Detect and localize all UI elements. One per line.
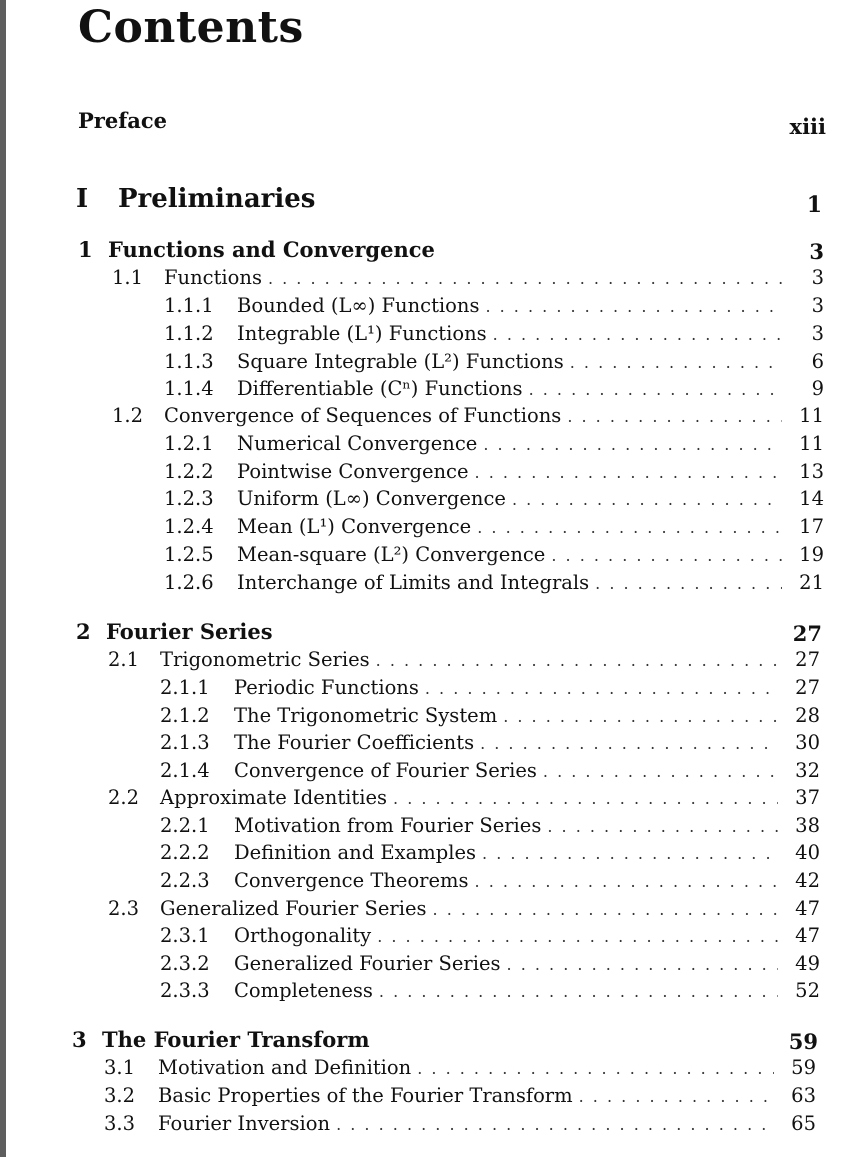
leader-dots: [425, 679, 778, 698]
subsection-title: Motivation from Fourier Series: [234, 814, 542, 837]
section-page: 59: [791, 1056, 816, 1079]
subsection-page: 30: [795, 731, 820, 754]
subsection-number: 1.2.5: [164, 543, 214, 566]
subsection-number: 2.1.1: [160, 676, 210, 699]
chapter-page: 27: [792, 621, 822, 646]
subsection-page: 52: [795, 979, 820, 1002]
subsection-number: 2.2.2: [160, 841, 210, 864]
toc-part[interactable]: [76, 184, 822, 218]
section-page: 11: [799, 404, 824, 427]
subsection-number: 2.3.2: [160, 952, 210, 975]
subsection-page: 42: [795, 869, 820, 892]
toc-section[interactable]: [112, 404, 824, 432]
toc-subsection[interactable]: [164, 377, 824, 405]
subsection-number: 1.1.4: [164, 377, 214, 400]
subsection-page: 14: [799, 487, 824, 510]
leader-dots: [543, 762, 778, 781]
toc-chapter[interactable]: [72, 1027, 818, 1052]
subsection-title: Periodic Functions: [234, 676, 419, 699]
subsection-page: 3: [811, 322, 824, 345]
toc-subsection[interactable]: [164, 543, 824, 571]
subsection-page: 13: [799, 460, 824, 483]
section-page: 65: [791, 1112, 816, 1135]
toc-section[interactable]: [112, 266, 824, 294]
leader-dots: [475, 872, 778, 891]
subsection-page: 9: [811, 377, 824, 400]
subsection-title: Square Integrable (L²) Functions: [237, 350, 564, 373]
leader-dots: [483, 435, 782, 454]
part-number: I: [76, 184, 89, 214]
section-title: Generalized Fourier Series: [160, 897, 427, 920]
left-margin-bar: [0, 0, 6, 1157]
toc-subsection[interactable]: [160, 814, 820, 842]
leader-dots: [579, 1087, 774, 1106]
subsection-page: 6: [811, 350, 824, 373]
subsection-title: Definition and Examples: [234, 841, 477, 864]
chapter-title: Fourier Series: [106, 619, 273, 644]
toc-preface[interactable]: [78, 108, 826, 139]
toc-chapter[interactable]: [78, 237, 824, 262]
toc-section[interactable]: [108, 786, 820, 814]
preface-label: Preface: [78, 108, 168, 133]
section-number: 2.3: [108, 897, 140, 920]
subsection-number: 1.2.6: [164, 571, 214, 594]
chapter-number: 1: [78, 237, 93, 262]
subsection-number: 2.2.1: [160, 814, 210, 837]
subsection-page: 17: [799, 515, 824, 538]
section-page: 3: [811, 266, 824, 289]
subsection-number: 2.3.1: [160, 924, 210, 947]
leader-dots: [393, 789, 778, 808]
leader-dots: [376, 651, 778, 670]
toc-subsection[interactable]: [160, 952, 820, 980]
subsection-number: 1.2.4: [164, 515, 214, 538]
subsection-title: The Fourier Coefficients: [234, 731, 475, 754]
leader-dots: [417, 1059, 774, 1078]
section-number: 2.2: [108, 786, 140, 809]
leader-dots: [551, 546, 782, 565]
section-page: 63: [791, 1084, 816, 1107]
toc-chapter[interactable]: [76, 619, 822, 644]
toc-subsection[interactable]: [164, 322, 824, 350]
toc-section[interactable]: [104, 1112, 816, 1140]
leader-dots: [493, 325, 782, 344]
subsection-title: Convergence Theorems: [234, 869, 469, 892]
subsection-number: 2.1.3: [160, 731, 210, 754]
leader-dots: [512, 490, 782, 509]
subsection-page: 11: [799, 432, 824, 455]
toc-subsection[interactable]: [164, 350, 824, 378]
toc-subsection[interactable]: [164, 487, 824, 515]
section-number: 3.1: [104, 1056, 136, 1079]
subsection-title: Differentiable (Cⁿ) Functions: [237, 377, 523, 400]
toc-subsection[interactable]: [160, 676, 820, 704]
leader-dots: [268, 269, 782, 288]
leader-dots: [595, 574, 782, 593]
toc-section[interactable]: [104, 1084, 816, 1112]
subsection-title: Convergence of Fourier Series: [234, 759, 537, 782]
leader-dots: [377, 927, 778, 946]
subsection-title: Pointwise Convergence: [237, 460, 469, 483]
leader-dots: [547, 817, 778, 836]
subsection-title: Generalized Fourier Series: [234, 952, 501, 975]
subsection-number: 1.1.2: [164, 322, 214, 345]
subsection-number: 1.1.1: [164, 294, 214, 317]
toc-subsection[interactable]: [164, 515, 824, 543]
toc-section[interactable]: [108, 897, 820, 925]
section-title: Convergence of Sequences of Functions: [164, 404, 562, 427]
section-number: 2.1: [108, 648, 140, 671]
subsection-page: 28: [795, 704, 820, 727]
chapter-number: 3: [72, 1027, 87, 1052]
subsection-page: 49: [795, 952, 820, 975]
section-number: 3.2: [104, 1084, 136, 1107]
subsection-page: 32: [795, 759, 820, 782]
section-title: Trigonometric Series: [160, 648, 370, 671]
leader-dots: [485, 297, 782, 316]
leader-dots: [477, 518, 782, 537]
section-page: 37: [795, 786, 820, 809]
subsection-page: 47: [795, 924, 820, 947]
leader-dots: [570, 353, 782, 372]
toc-subsection[interactable]: [160, 869, 820, 897]
subsection-number: 2.2.3: [160, 869, 210, 892]
toc-section[interactable]: [104, 1056, 816, 1084]
leader-dots: [475, 463, 782, 482]
section-title: Approximate Identities: [160, 786, 388, 809]
subsection-title: Uniform (L∞) Convergence: [237, 487, 506, 510]
subsection-page: 38: [795, 814, 820, 837]
part-title: Preliminaries: [118, 184, 316, 214]
chapter-page: 59: [788, 1029, 818, 1054]
subsection-number: 2.1.4: [160, 759, 210, 782]
section-title: Fourier Inversion: [158, 1112, 331, 1135]
section-title: Motivation and Definition: [158, 1056, 412, 1079]
part-page: 1: [806, 192, 822, 218]
toc-subsection[interactable]: [160, 841, 820, 869]
leader-dots: [529, 380, 782, 399]
subsection-title: Mean-square (L²) Convergence: [237, 543, 546, 566]
leader-dots: [433, 900, 778, 919]
page-title: Contents: [78, 2, 304, 53]
subsection-page: 27: [795, 676, 820, 699]
leader-dots: [480, 734, 778, 753]
toc-subsection[interactable]: [164, 432, 824, 460]
subsection-title: Orthogonality: [234, 924, 372, 947]
section-number: 1.1: [112, 266, 144, 289]
subsection-title: Completeness: [234, 979, 373, 1002]
preface-page: xiii: [789, 114, 826, 139]
subsection-title: Bounded (L∞) Functions: [237, 294, 480, 317]
leader-dots: [507, 955, 778, 974]
leader-dots: [379, 982, 778, 1001]
section-page: 47: [795, 897, 820, 920]
chapter-title: Functions and Convergence: [108, 237, 435, 262]
subsection-number: 1.2.2: [164, 460, 214, 483]
section-number: 3.3: [104, 1112, 136, 1135]
toc-subsection[interactable]: [160, 924, 820, 952]
subsection-number: 1.2.3: [164, 487, 214, 510]
subsection-number: 2.1.2: [160, 704, 210, 727]
subsection-title: The Trigonometric System: [234, 704, 498, 727]
leader-dots: [482, 844, 778, 863]
subsection-number: 2.3.3: [160, 979, 210, 1002]
subsection-page: 3: [811, 294, 824, 317]
section-title: Basic Properties of the Fourier Transform: [158, 1084, 573, 1107]
leader-dots: [567, 407, 782, 426]
section-page: 27: [795, 648, 820, 671]
chapter-title: The Fourier Transform: [102, 1027, 370, 1052]
toc-subsection[interactable]: [164, 571, 824, 599]
toc-subsection[interactable]: [160, 704, 820, 732]
subsection-title: Mean (L¹) Convergence: [237, 515, 472, 538]
leader-dots: [503, 707, 778, 726]
section-number: 1.2: [112, 404, 144, 427]
subsection-page: 40: [795, 841, 820, 864]
toc-subsection[interactable]: [164, 460, 824, 488]
subsection-page: 21: [799, 571, 824, 594]
toc-subsection[interactable]: [160, 759, 820, 787]
subsection-title: Numerical Convergence: [237, 432, 478, 455]
section-title: Functions: [164, 266, 262, 289]
toc-subsection[interactable]: [160, 731, 820, 759]
subsection-number: 1.2.1: [164, 432, 214, 455]
subsection-title: Integrable (L¹) Functions: [237, 322, 487, 345]
toc-section[interactable]: [108, 648, 820, 676]
chapter-page: 3: [809, 239, 824, 264]
subsection-title: Interchange of Limits and Integrals: [237, 571, 590, 594]
toc-subsection[interactable]: [164, 294, 824, 322]
subsection-number: 1.1.3: [164, 350, 214, 373]
leader-dots: [336, 1115, 774, 1134]
toc-subsection[interactable]: [160, 979, 820, 1007]
chapter-number: 2: [76, 619, 91, 644]
subsection-page: 19: [799, 543, 824, 566]
